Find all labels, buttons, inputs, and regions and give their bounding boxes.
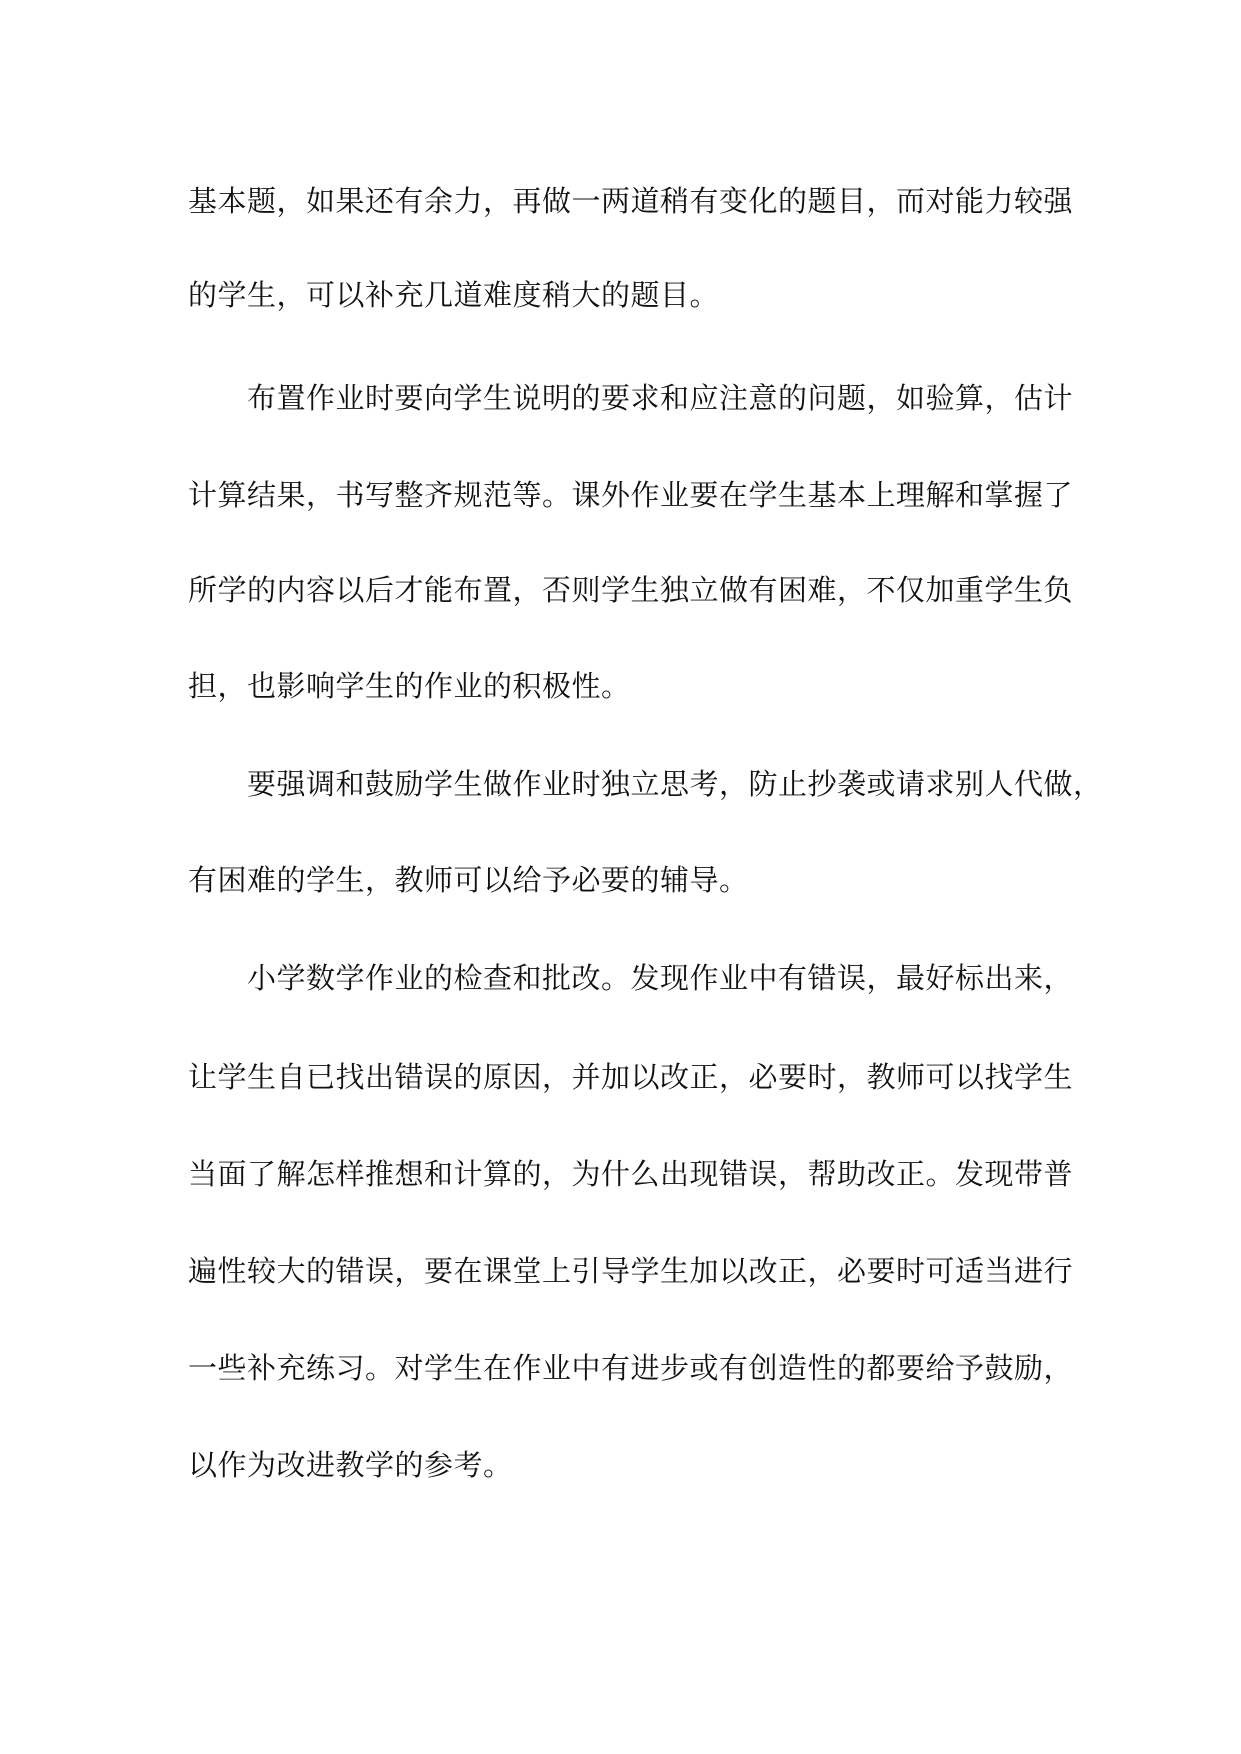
text-line: 基本题，如果还有余力，再做一两道稍有变化的题目，而对能力较强	[188, 184, 1074, 218]
text-line: 有困难的学生，教师可以给予必要的辅导。	[188, 863, 749, 897]
paragraph-start-line: 要强调和鼓励学生做作业时独立思考，防止抄袭或请求别人代做，	[247, 767, 1103, 801]
text-line: 担，也影响学生的作业的积极性。	[188, 669, 631, 703]
text-line: 计算结果，书写整齐规范等。课外作业要在学生基本上理解和掌握了	[188, 478, 1074, 512]
text-line: 让学生自已找出错误的原因，并加以改正，必要时，教师可以找学生	[188, 1060, 1074, 1094]
text-line: 以作为改进教学的参考。	[188, 1448, 513, 1482]
text-line: 所学的内容以后才能布置，否则学生独立做有困难，不仅加重学生负	[188, 573, 1074, 607]
text-line: 一些补充练习。对学生在作业中有进步或有创造性的都要给予鼓励，	[188, 1351, 1074, 1385]
paragraph-start-line: 小学数学作业的检查和批改。发现作业中有错误，最好标出来，	[247, 961, 1074, 995]
text-line: 遍性较大的错误，要在课堂上引导学生加以改正，必要时可适当进行	[188, 1254, 1074, 1288]
text-line: 当面了解怎样推想和计算的，为什么出现错误，帮助改正。发现带普	[188, 1157, 1074, 1191]
text-line: 的学生，可以补充几道难度稍大的题目。	[188, 278, 720, 312]
paragraph-start-line: 布置作业时要向学生说明的要求和应注意的问题，如验算，估计	[247, 381, 1074, 415]
